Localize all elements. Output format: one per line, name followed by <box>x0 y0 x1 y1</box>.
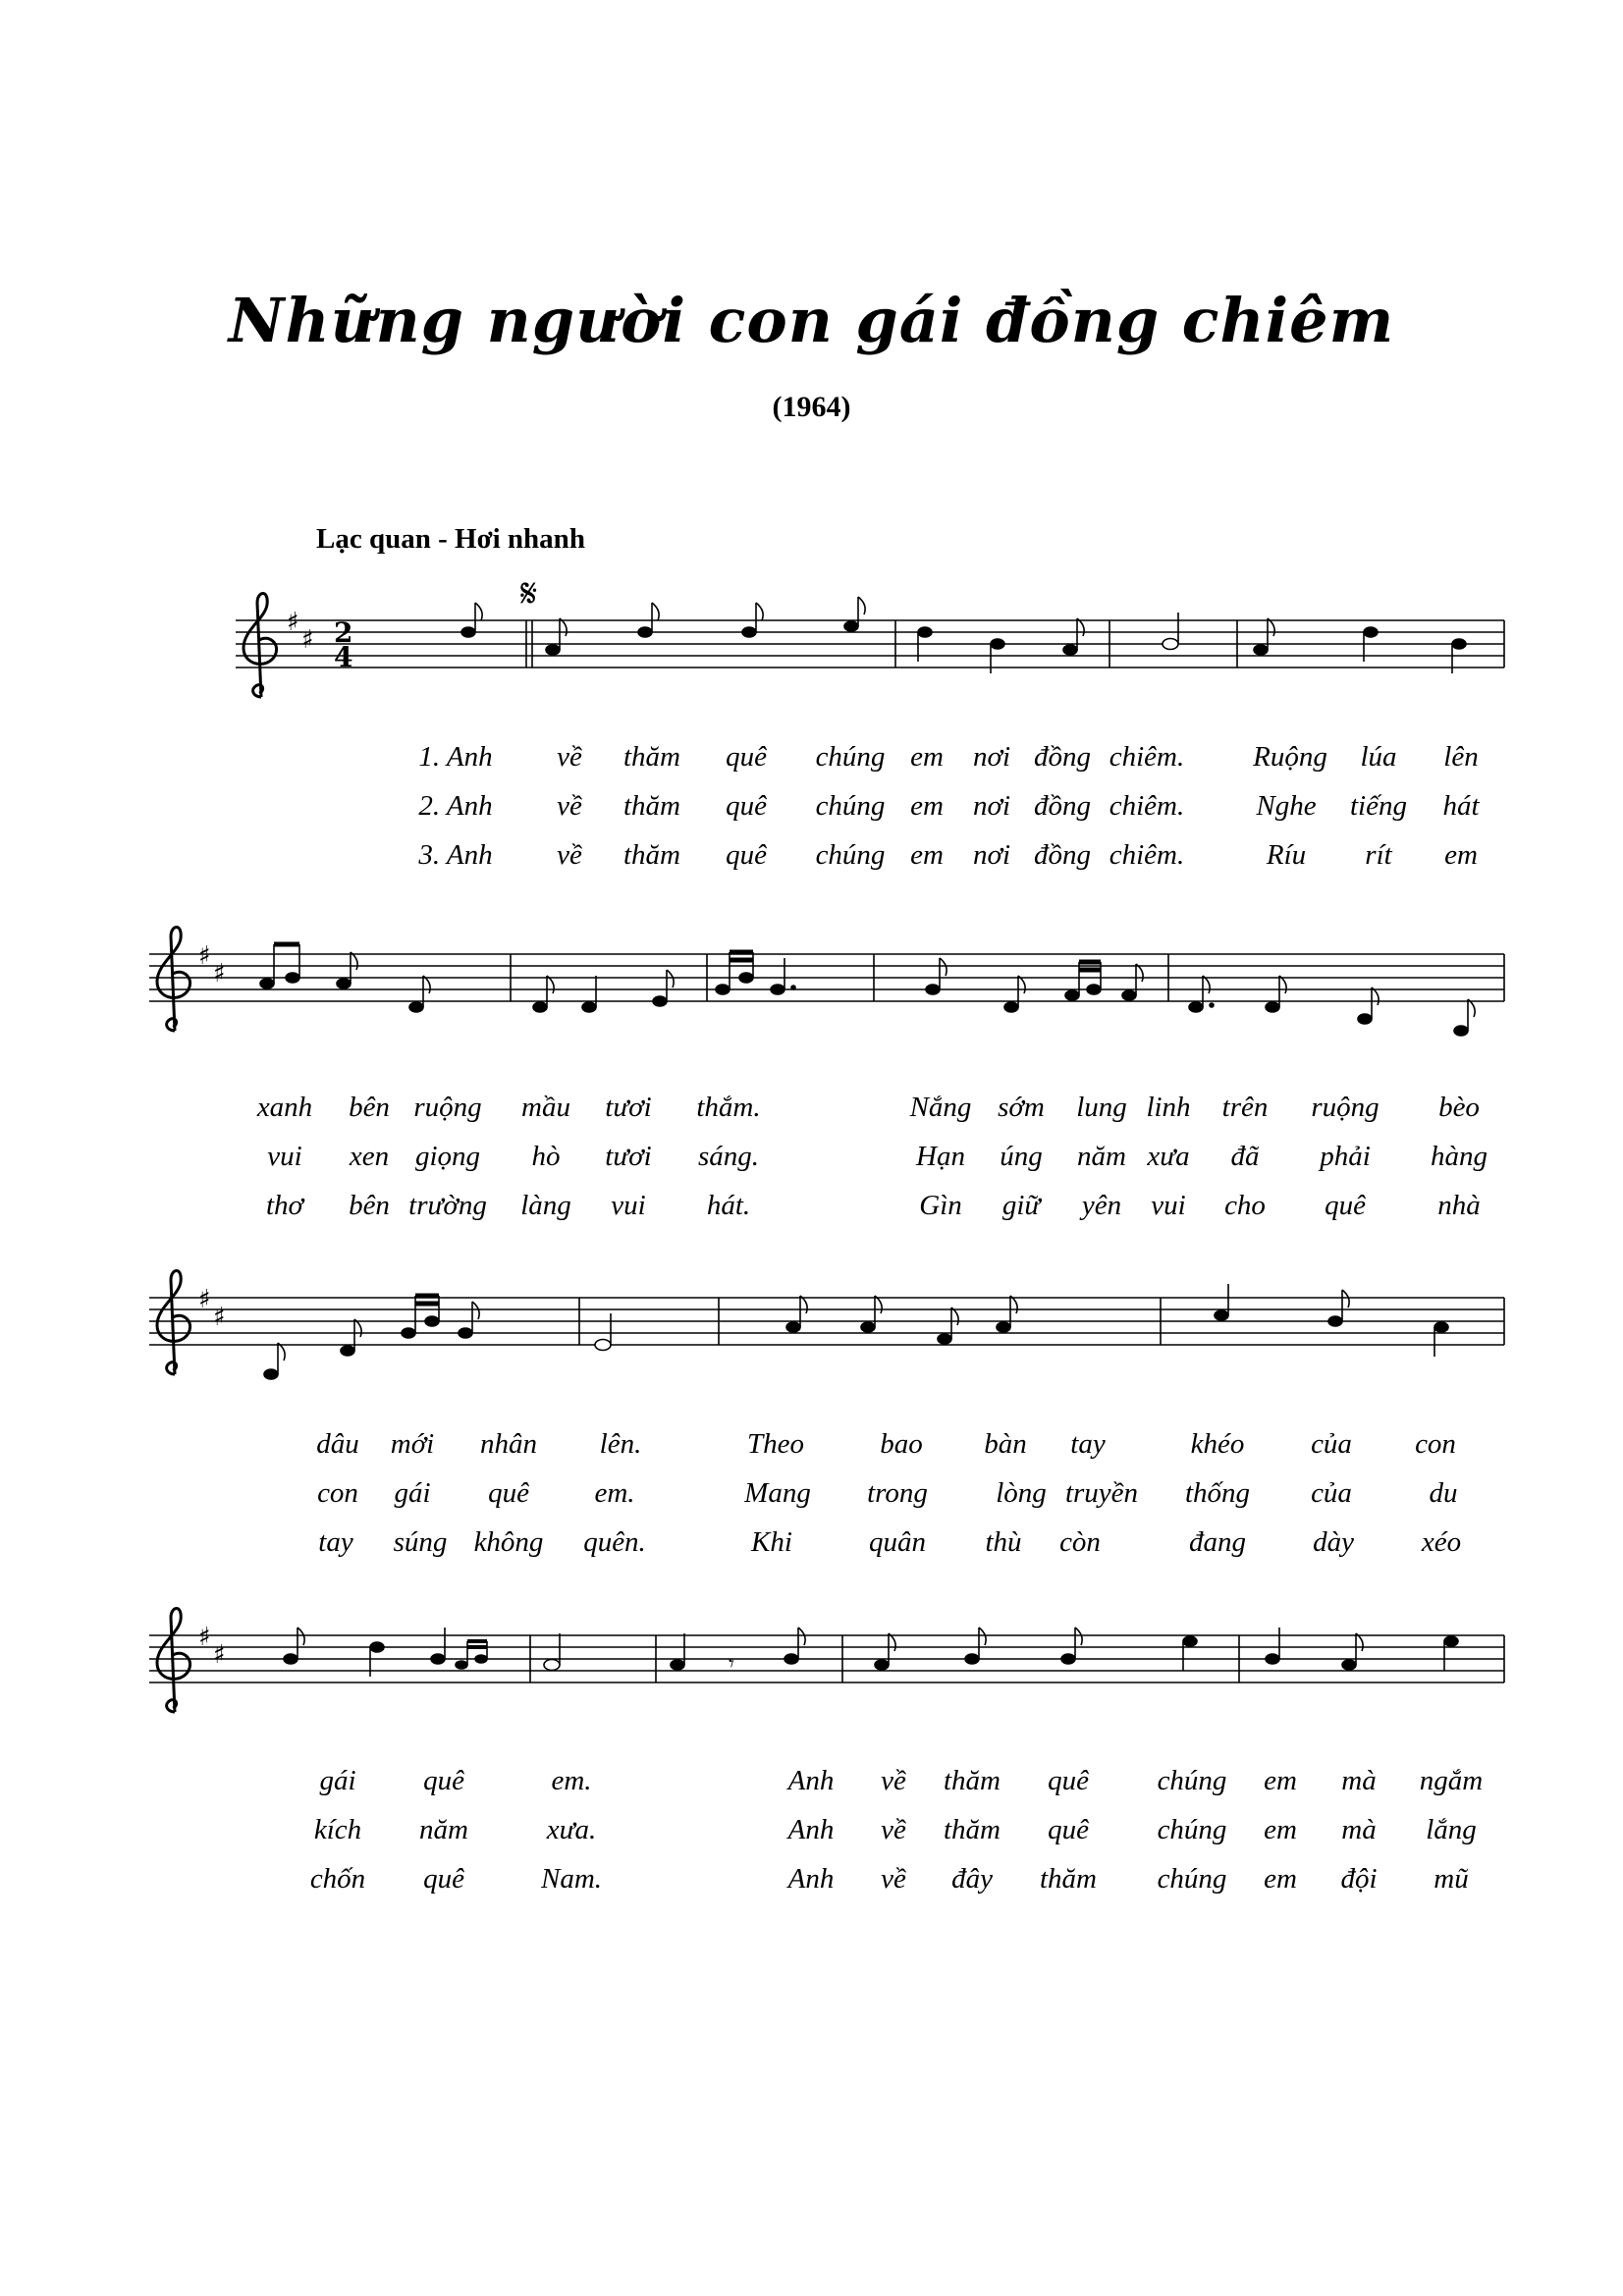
lyric: về <box>557 790 582 822</box>
lyric: chiêm. <box>1109 741 1185 773</box>
lyric: em <box>1264 1814 1297 1845</box>
svg-text:♯: ♯ <box>213 1303 226 1332</box>
lyric: của <box>1311 1428 1352 1460</box>
staff-system-1 <box>0 550 1623 707</box>
lyric: hát <box>1442 790 1480 822</box>
staff-lines <box>149 1298 1504 1345</box>
lyric: phải <box>1320 1141 1371 1172</box>
lyric: đây <box>951 1863 993 1895</box>
lyric: năm <box>419 1814 468 1845</box>
lyrics-system-4 <box>0 1765 1623 1912</box>
notes <box>461 597 1466 673</box>
lyric: mà <box>1341 1765 1377 1796</box>
lyric: nhân <box>480 1428 537 1460</box>
staff-system-3 <box>0 1239 1623 1396</box>
treble-clef-icon <box>157 928 190 1032</box>
lyric: không <box>473 1526 544 1558</box>
lyric: quê <box>423 1765 464 1796</box>
lyric: Anh <box>787 1765 835 1796</box>
lyric: quê <box>1325 1190 1366 1221</box>
lyric: con <box>1415 1428 1456 1460</box>
lyrics-system-2 <box>0 1092 1623 1239</box>
lyric: chúng <box>1157 1863 1227 1895</box>
lyric: còn <box>1059 1526 1101 1558</box>
lyric: xen <box>349 1141 390 1172</box>
lyric: trên <box>1221 1092 1269 1123</box>
lyric: đồng <box>1034 741 1091 773</box>
segno-icon: 𝄋 <box>520 571 538 616</box>
lyric: em <box>1444 839 1478 871</box>
lyric: đã <box>1230 1141 1260 1172</box>
lyric: mà <box>1341 1814 1377 1845</box>
lyric: về <box>881 1765 906 1796</box>
lyric: Hạn <box>916 1141 965 1172</box>
lyric: bèo <box>1438 1092 1480 1123</box>
lyric: quê <box>726 790 767 822</box>
lyric: vui <box>267 1141 302 1172</box>
lyric: lên. <box>599 1428 642 1460</box>
lyric: Nắng <box>909 1092 972 1123</box>
lyric: gái <box>319 1765 356 1796</box>
lyric: rít <box>1365 839 1392 871</box>
lyric: yên <box>1081 1190 1122 1221</box>
key-signature-sharps <box>287 608 314 655</box>
lyric: Ruộng <box>1253 741 1327 773</box>
lyric: chốn <box>309 1863 366 1895</box>
lyric: thơ <box>265 1190 304 1221</box>
lyric: chiêm. <box>1109 790 1185 822</box>
time-signature <box>334 616 352 673</box>
lyric: chúng <box>1157 1765 1227 1796</box>
lyric: quê <box>726 839 767 871</box>
lyric: quê <box>1048 1814 1089 1845</box>
lyric: em <box>910 790 944 822</box>
treble-clef-icon <box>243 594 277 698</box>
lyric: nơi <box>972 839 1011 871</box>
lyric: em <box>910 839 944 871</box>
lyric: hò <box>531 1141 561 1172</box>
lyric: bên <box>349 1190 390 1221</box>
lyric: ruộng <box>1311 1092 1380 1123</box>
svg-text:♯: ♯ <box>198 1285 211 1314</box>
lyric: chúng <box>1157 1814 1227 1845</box>
lyric: linh <box>1146 1092 1191 1123</box>
lyric: em <box>1264 1765 1297 1796</box>
lyric: thăm <box>944 1765 1001 1796</box>
staff-system-2 <box>0 895 1623 1052</box>
lyric: về <box>881 1863 906 1895</box>
lyric: cho <box>1224 1190 1266 1221</box>
svg-text:♯: ♯ <box>213 1640 226 1670</box>
lyric: xưa. <box>546 1814 597 1845</box>
key-signature-sharps <box>198 1285 226 1332</box>
lyric: thù <box>985 1526 1022 1558</box>
lyric: trường <box>408 1190 487 1221</box>
lyric: hàng <box>1431 1141 1488 1172</box>
lyric: thắm. <box>696 1092 761 1123</box>
lyric: của <box>1311 1477 1352 1509</box>
lyric: mới <box>390 1428 435 1460</box>
lyric: Mang <box>744 1477 811 1509</box>
lyric: tay <box>1070 1428 1106 1460</box>
lyric: chiêm. <box>1109 839 1185 871</box>
lyric: Ríu <box>1266 839 1307 871</box>
lyric: nhà <box>1437 1190 1481 1221</box>
lyric: thăm <box>623 741 680 773</box>
key-signature-sharps <box>198 1623 226 1670</box>
svg-text:♯: ♯ <box>287 608 299 637</box>
staff-lines <box>149 954 1504 1001</box>
key-signature-sharps <box>198 941 226 988</box>
lyric: lúa <box>1360 741 1397 773</box>
lyric: Anh <box>787 1814 835 1845</box>
lyric: về <box>557 839 582 871</box>
svg-text:2: 2 <box>334 616 353 649</box>
lyric: dày <box>1313 1526 1354 1558</box>
svg-text:♯: ♯ <box>198 941 211 971</box>
lyric: lòng <box>996 1477 1047 1509</box>
lyric: con <box>317 1477 358 1509</box>
lyric: trong <box>867 1477 928 1509</box>
lyric: làng <box>520 1190 571 1221</box>
lyric: quân <box>869 1526 926 1558</box>
lyric: chúng <box>815 790 886 822</box>
lyric: mầu <box>521 1092 570 1123</box>
lyric: Theo <box>747 1428 804 1460</box>
lyric: bàn <box>984 1428 1027 1460</box>
treble-clef-icon <box>157 1609 190 1713</box>
lyric: Anh <box>787 1863 835 1895</box>
svg-text:4: 4 <box>334 641 353 673</box>
lyric: gái <box>394 1477 431 1509</box>
lyric: vui <box>611 1190 646 1221</box>
lyric: giữ <box>1001 1190 1041 1221</box>
lyric: quên. <box>583 1526 646 1558</box>
song-year: (1964) <box>772 391 851 423</box>
lyric: năm <box>1077 1141 1126 1172</box>
lyric: đội <box>1340 1863 1378 1895</box>
lyric: tươi <box>605 1092 652 1123</box>
treble-clef-icon <box>157 1271 190 1375</box>
lyric: sớm <box>998 1092 1045 1123</box>
lyric: lắng <box>1426 1814 1477 1845</box>
lyric: ngắm <box>1419 1765 1484 1796</box>
lyric: truyền <box>1064 1477 1139 1509</box>
lyric: hát. <box>706 1190 751 1221</box>
staff-system-4 <box>0 1576 1623 1734</box>
lyric: đang <box>1189 1526 1246 1558</box>
lyric: em <box>1264 1863 1297 1895</box>
lyric: xanh <box>256 1092 313 1123</box>
lyric: 3. Anh <box>418 839 493 871</box>
lyric: 2. Anh <box>418 790 493 822</box>
lyric: du <box>1429 1477 1458 1509</box>
lyric: xưa <box>1147 1141 1190 1172</box>
lyric: bên <box>349 1092 390 1123</box>
lyric: khéo <box>1190 1428 1245 1460</box>
lyric: úng <box>1000 1141 1043 1172</box>
lyric: giọng <box>414 1141 481 1172</box>
lyric: thăm <box>1040 1863 1097 1895</box>
lyrics-system-3 <box>0 1428 1623 1575</box>
lyric: em. <box>594 1477 635 1509</box>
lyric: thăm <box>623 790 680 822</box>
lyric: tươi <box>605 1141 652 1172</box>
lyric: thống <box>1184 1477 1251 1509</box>
lyric: thăm <box>944 1814 1001 1845</box>
lyric: mũ <box>1434 1863 1469 1895</box>
lyric: chúng <box>815 839 886 871</box>
lyric: tiếng <box>1350 790 1407 822</box>
lyric: nơi <box>972 790 1011 822</box>
lyric: dâu <box>316 1428 359 1460</box>
lyric: kích <box>313 1814 362 1845</box>
svg-text:♯: ♯ <box>301 625 314 655</box>
staff-lines <box>236 620 1504 667</box>
lyric: chúng <box>815 741 886 773</box>
lyric: quê <box>1048 1765 1089 1796</box>
lyric: quê <box>423 1863 464 1895</box>
lyric: em. <box>551 1765 592 1796</box>
lyric: em <box>910 741 944 773</box>
lyric: về <box>881 1814 906 1845</box>
lyric: sáng. <box>697 1141 760 1172</box>
staff-lines <box>149 1635 1504 1682</box>
lyric: thăm <box>623 839 680 871</box>
svg-text:♯: ♯ <box>198 1623 211 1652</box>
lyric: 1. Anh <box>418 741 493 773</box>
lyric: súng <box>393 1526 448 1558</box>
lyric: Nghe <box>1256 790 1317 822</box>
svg-text:𝄾: 𝄾 <box>729 1652 734 1677</box>
lyrics-system-1 <box>0 741 1623 888</box>
lyric: về <box>557 741 582 773</box>
lyric: quê <box>488 1477 529 1509</box>
lyric: Khi <box>751 1526 792 1558</box>
lyric: ruộng <box>413 1092 482 1123</box>
lyric: xéo <box>1421 1526 1462 1558</box>
lyric: vui <box>1151 1190 1186 1221</box>
tempo-marking: Lạc quan - Hơi nhanh <box>316 523 585 555</box>
lyric: bao <box>880 1428 923 1460</box>
lyric: đồng <box>1034 790 1091 822</box>
lyric: đồng <box>1034 839 1091 871</box>
lyric: Gìn <box>919 1190 962 1221</box>
lyric: quê <box>726 741 767 773</box>
lyric: lung <box>1076 1092 1127 1123</box>
lyric: Nam. <box>540 1863 603 1895</box>
lyric: nơi <box>972 741 1011 773</box>
svg-text:♯: ♯ <box>213 959 226 988</box>
lyric: lên <box>1443 741 1479 773</box>
song-title: Những người con gái đồng chiêm <box>228 285 1395 356</box>
lyric: tay <box>318 1526 353 1558</box>
